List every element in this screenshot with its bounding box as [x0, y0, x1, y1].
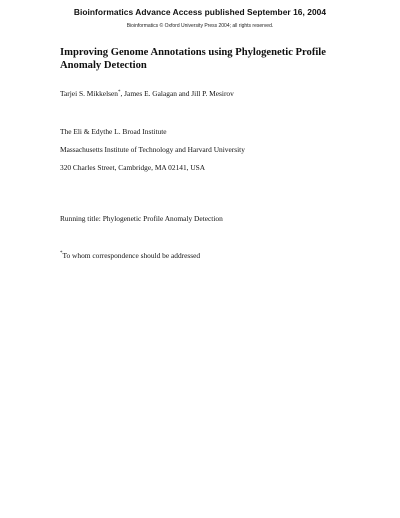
- footnote-mark: *: [60, 251, 63, 256]
- correspondence-mark: *: [117, 90, 121, 95]
- first-author: Tarjei S. Mikkelsen: [60, 89, 118, 98]
- affiliation-address: 320 Charles Street, Cambridge, MA 02141, USA: [60, 163, 206, 172]
- affiliation-university: Massachusetts Institute of Technology and Harvard University: [60, 145, 245, 154]
- paper-title: Improving Genome Annotations using Phylogenetic Profile Anomaly Detection: [60, 47, 326, 71]
- affiliation-institute: The Eli & Edythe L. Broad Institute: [60, 127, 167, 136]
- footnote-text: To whom correspondence should be addressed: [62, 251, 201, 260]
- author-list: [60, 89, 234, 98]
- journal-header-banner: Bioinformatics Advance Access published September 16, 2004: [73, 7, 327, 17]
- running-title: Running title: Phylogenetic Profile Anomaly Detection: [60, 214, 223, 223]
- correspondence-footnote: [60, 251, 200, 260]
- copyright-notice: Bioinformatics © Oxford University Press 2004; all rights reserved.: [126, 23, 274, 29]
- other-authors: , James E. Galagan and Jill P. Mesirov: [120, 89, 234, 98]
